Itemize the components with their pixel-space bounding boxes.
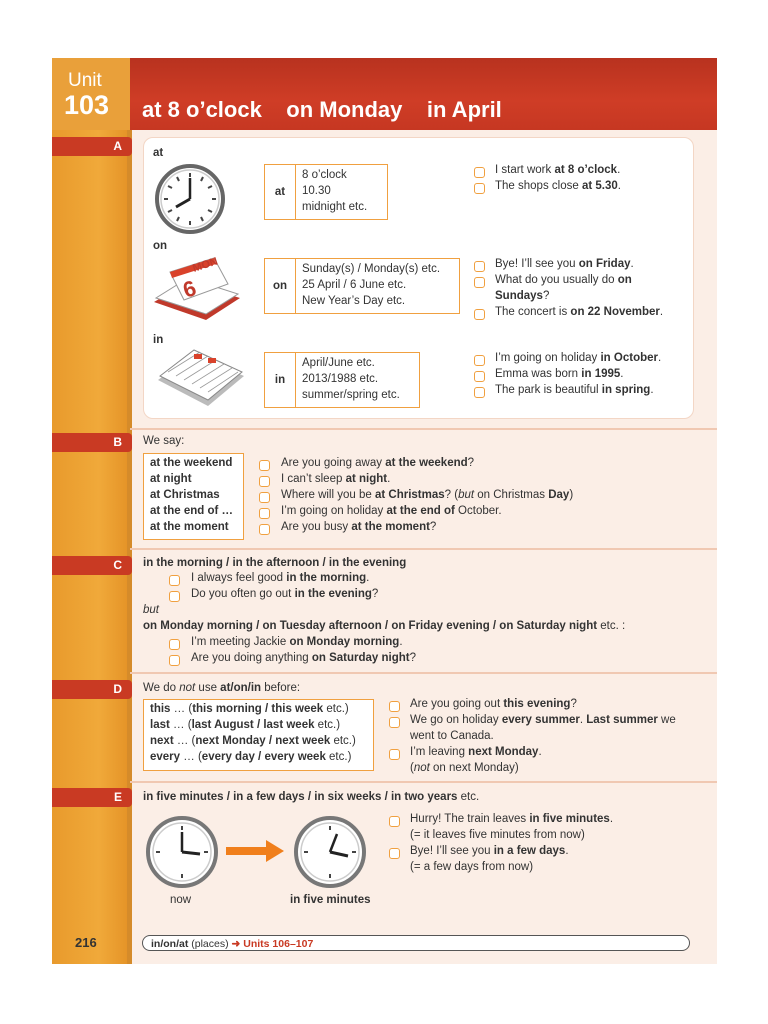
example-text: (not on next Monday) xyxy=(410,762,519,774)
phrase: at the weekend xyxy=(150,457,233,469)
example-text: I start work at 8 o’clock. xyxy=(495,164,621,176)
example-text: I’m going on holiday in October. xyxy=(495,352,662,364)
phrase: at night xyxy=(150,473,192,485)
table-row: New Year’s Day etc. xyxy=(302,295,406,307)
in-table xyxy=(264,352,420,408)
unit-number: 103 xyxy=(64,90,110,120)
unit-word: Unit xyxy=(68,70,102,91)
divider xyxy=(130,781,717,783)
calendar-icon xyxy=(150,252,242,324)
cross-reference-link[interactable]: in/on/at (places) ➜ Units 106–107 xyxy=(142,935,690,951)
table-row: April/June etc. xyxy=(302,357,375,369)
divider xyxy=(130,428,717,430)
example-checkbox[interactable] xyxy=(259,492,270,503)
example-text: Are you doing anything on Saturday night? xyxy=(191,652,416,664)
d-phrase-box xyxy=(143,699,374,771)
example-text: Bye! I’ll see you in a few days. xyxy=(410,845,569,857)
example-text: Sundays? xyxy=(495,290,550,302)
table-row: 8 o’clock xyxy=(302,169,347,181)
page-number: 216 xyxy=(75,935,97,950)
on-table xyxy=(264,258,460,314)
phrase: this … (this morning / this week etc.) xyxy=(150,703,349,715)
phrase: at the end of … xyxy=(150,505,234,517)
sidebar-edge xyxy=(127,130,132,964)
but-label: but xyxy=(143,604,159,616)
table-row: 10.30 xyxy=(302,185,331,197)
example-checkbox[interactable] xyxy=(474,371,485,382)
section-b-intro: We say: xyxy=(143,435,185,447)
example-checkbox[interactable] xyxy=(259,508,270,519)
example-text: The park is beautiful in spring. xyxy=(495,384,654,396)
example-checkbox[interactable] xyxy=(474,355,485,366)
example-text: I always feel good in the morning. xyxy=(191,572,370,584)
example-checkbox[interactable] xyxy=(389,717,400,728)
example-checkbox[interactable] xyxy=(169,655,180,666)
arrow-right-icon xyxy=(226,840,286,862)
example-text: We go on holiday every summer. Last summer we xyxy=(410,714,676,726)
example-text: (= it leaves five minutes from now) xyxy=(410,829,585,841)
example-text: went to Canada. xyxy=(410,730,494,742)
example-checkbox[interactable] xyxy=(474,167,485,178)
phrase: at Christmas xyxy=(150,489,220,501)
in-label: in xyxy=(153,334,164,346)
section-tab-a: A xyxy=(52,137,132,156)
phrase: at the moment xyxy=(150,521,229,533)
section-e-line1: in five minutes / in a few days / in six weeks / in two years etc. xyxy=(143,791,480,803)
at-table xyxy=(264,164,388,220)
example-checkbox[interactable] xyxy=(474,277,485,288)
divider xyxy=(130,548,717,550)
example-text: What do you usually do on xyxy=(495,274,632,286)
example-checkbox[interactable] xyxy=(259,476,270,487)
phrase: every … (every day / every week etc.) xyxy=(150,751,352,763)
page-title: at 8 o’clock on Monday in April xyxy=(142,97,502,122)
section-c-line2: on Monday morning / on Tuesday afternoon / on Friday evening / on Saturday night etc. : xyxy=(143,620,626,632)
example-checkbox[interactable] xyxy=(474,183,485,194)
calendar-date: 6 xyxy=(179,275,200,303)
example-text: I’m meeting Jackie on Monday morning. xyxy=(191,636,403,648)
example-text: Hurry! The train leaves in five minutes. xyxy=(410,813,614,825)
example-text: The shops close at 5.30. xyxy=(495,180,621,192)
section-d-intro: We do not use at/on/in before: xyxy=(143,682,301,694)
arrow-icon: ➜ xyxy=(231,938,241,950)
clock-later-icon xyxy=(291,814,369,890)
table-row: summer/spring etc. xyxy=(302,389,400,401)
section-c-line1: in the morning / in the afternoon / in the evening xyxy=(143,557,407,569)
example-text: I can’t sleep at night. xyxy=(281,473,391,485)
table-row: Sunday(s) / Monday(s) etc. xyxy=(302,263,441,275)
section-tab-e: E xyxy=(52,788,132,807)
year-calendar-icon xyxy=(154,340,246,410)
table-row: midnight etc. xyxy=(302,201,368,213)
example-text: The concert is on 22 November. xyxy=(495,306,664,318)
example-text: I’m leaving next Monday. xyxy=(410,746,542,758)
example-text: Do you often go out in the evening? xyxy=(191,588,379,600)
example-checkbox[interactable] xyxy=(474,309,485,320)
example-text: Are you going away at the weekend? xyxy=(281,457,475,469)
example-checkbox[interactable] xyxy=(169,575,180,586)
phrase: last … (last August / last week etc.) xyxy=(150,719,341,731)
now-label: now xyxy=(170,894,192,906)
example-text: I’m going on holiday at the end of October. xyxy=(281,505,502,517)
phrase: next … (next Monday / next week etc.) xyxy=(150,735,356,747)
b-phrase-box xyxy=(143,453,244,540)
example-text: Are you going out this evening? xyxy=(410,698,577,710)
example-text: Bye! I’ll see you on Friday. xyxy=(495,258,634,270)
sidebar xyxy=(52,58,130,964)
example-text: (= a few days from now) xyxy=(410,861,534,873)
section-tab-b: B xyxy=(52,433,132,452)
table-key: at xyxy=(265,165,296,219)
later-label: in five minutes xyxy=(290,894,371,906)
example-checkbox[interactable] xyxy=(259,524,270,535)
section-tab-c: C xyxy=(52,556,132,575)
clock-icon xyxy=(152,163,228,235)
clock-now-icon xyxy=(143,814,221,890)
table-key: in xyxy=(265,353,296,407)
table-row: 2013/1988 etc. xyxy=(302,373,379,385)
at-label: at xyxy=(153,147,164,159)
example-checkbox[interactable] xyxy=(389,848,400,859)
example-checkbox[interactable] xyxy=(474,387,485,398)
example-checkbox[interactable] xyxy=(259,460,270,471)
example-checkbox[interactable] xyxy=(389,749,400,760)
example-checkbox[interactable] xyxy=(169,591,180,602)
calendar-day: MON xyxy=(191,255,220,275)
example-checkbox[interactable] xyxy=(389,816,400,827)
example-checkbox[interactable] xyxy=(474,261,485,272)
example-checkbox[interactable] xyxy=(389,701,400,712)
section-tab-d: D xyxy=(52,680,132,699)
on-label: on xyxy=(153,240,168,252)
divider xyxy=(130,672,717,674)
example-text: Where will you be at Christmas? (but on Christmas Day) xyxy=(281,489,574,501)
example-checkbox[interactable] xyxy=(169,639,180,650)
table-row: 25 April / 6 June etc. xyxy=(302,279,407,291)
example-text: Emma was born in 1995. xyxy=(495,368,624,380)
table-key: on xyxy=(265,259,296,313)
example-text: Are you busy at the moment? xyxy=(281,521,437,533)
